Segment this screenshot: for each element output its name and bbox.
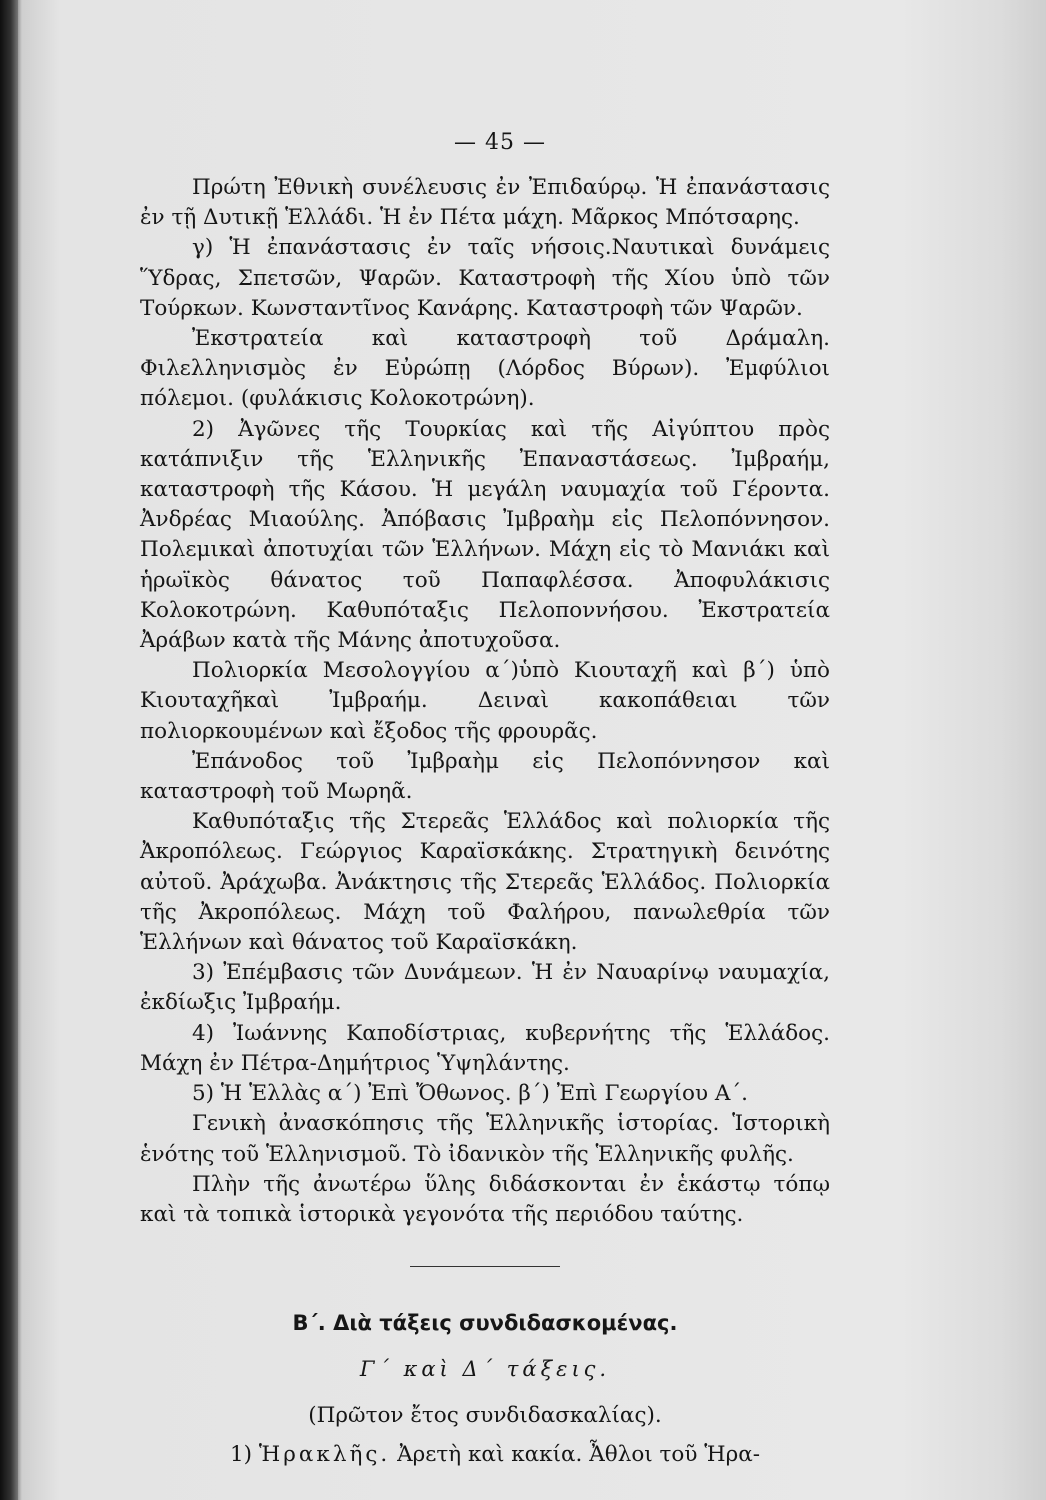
paragraph: 2) Ἀγῶνες τῆς Τουρκίας καὶ τῆς Αἰγύπτου πρὸς κατάπνιξιν τῆς Ἑλληνικῆς Ἐπαναστάσεως. Ἰμβραήμ, καταστροφὴ τῆς Κάσου. Ἡ μεγάλη ναυμαχία τοῦ Γέροντα. Ἀνδρέας Μιαούλης. Ἀπόβασις Ἰμβραὴμ εἰς Πελοπόννησον. Πολεμικαὶ ἀποτυχίαι τῶν Ἑλλήνων. Μάχη εἰς τὸ Μανιάκι καὶ ἡρωϊκὸς θάνατος τοῦ Παπαφλέσσα. Ἀποφυλάκισις Κολοκοτρώνη. Καθυπόταξις Πελοποννήσου. Ἐκστρατεία Ἀράβων κατὰ τῆς Μάνης ἀποτυχοῦσα. [140, 416, 830, 654]
paragraph: γ) Ἡ ἐπανάστασις ἐν ταῖς νήσοις.Ναυτικαὶ δυνάμεις Ὕδρας, Σπετσῶν, Ψαρῶν. Καταστροφὴ τῆς Χίου ὑπὸ τῶν Τούρκων. Κωνσταντῖνος Κανάρης. Καταστροφὴ τῶν Ψαρῶν. [140, 235, 830, 321]
body-text [140, 173, 830, 1230]
section-divider [410, 1266, 560, 1267]
section-year-note: (Πρῶτον ἔτος συνδιδασκαλίας). [308, 1403, 662, 1429]
paragraph: Πλὴν τῆς ἀνωτέρω ὕλης διδάσκονται ἐν ἑκάστῳ τόπῳ καὶ τὰ τοπικὰ ἱστορικὰ γεγονότα τῆς περιόδου ταύτης. [140, 1171, 830, 1227]
page-content [140, 130, 830, 1470]
section-heading: Β΄. Διὰ τάξεις συνδιδασκομένας. [292, 1311, 678, 1336]
line-number: 1) [230, 1442, 253, 1468]
section-first-line [140, 1440, 830, 1470]
paragraph: Καθυπόταξις τῆς Στερεᾶς Ἑλλάδος καὶ πολιορκία τῆς Ἀκροπόλεως. Γεώργιος Καραϊσκάκης. Στρατηγικὴ δεινότης αὐτοῦ. Ἀράχωβα. Ἀνάκτησις τῆς Στερεᾶς Ἑλλάδος. Πολιορκία τῆς Ἀκροπόλεως. Μάχη τοῦ Φαλήρου, πανωλεθρία τῶν Ἑλλήνων καὶ θάνατος τοῦ Καραϊσκάκη. [140, 809, 830, 956]
paragraph: 3) Ἐπέμβασις τῶν Δυνάμεων. Ἡ ἐν Ναυαρίνῳ ναυμαχία, ἐκδίωξις Ἰμβραήμ. [140, 960, 830, 1016]
paragraph: Πρώτη Ἐθνικὴ συνέλευσις ἐν Ἐπιδαύρῳ. Ἡ ἐπανάστασις ἐν τῇ Δυτικῇ Ἑλλάδι. Ἡ ἐν Πέτα μάχη. Μᾶρκος Μπότσαρης. [140, 175, 830, 231]
paragraph: Πολιορκία Μεσολογγίου α΄)ὑπὸ Κιουταχῆ καὶ β΄) ὑπὸ Κιουταχῆκαὶ Ἰμβραήμ. Δειναὶ κακοπάθειαι τῶν πολιορκουμένων καὶ ἔξοδος τῆς φρουρᾶς. [140, 658, 830, 744]
section-subheading: Γ΄ καὶ Δ΄ τάξεις. [359, 1357, 611, 1382]
line-rest: Ἀρετὴ καὶ κακία. Ἆθλοι τοῦ Ἡρα- [397, 1442, 761, 1468]
paragraph: 4) Ἰωάννης Καποδίστριας, κυβερνήτης τῆς Ἑλλάδος. Μάχη ἐν Πέτρα-Δημήτριος Ὑψηλάντης. [140, 1020, 830, 1076]
page-number: — 45 — [454, 130, 546, 155]
paragraph: 5) Ἡ Ἑλλὰς α΄) Ἐπὶ Ὄθωνος. β΄) Ἐπὶ Γεωργίου Α΄. [192, 1081, 748, 1107]
paragraph: Ἐκστρατεία καὶ καταστροφὴ τοῦ Δράμαλη. Φιλελληνισμὸς ἐν Εὐρώπῃ (Λόρδος Βύρων). Ἐμφύλιοι πόλεμοι. (φυλάκισις Κολοκοτρώνη). [140, 326, 830, 412]
line-name: Ἡρακλῆς. [258, 1442, 391, 1468]
paragraph: Ἐπάνοδος τοῦ Ἰμβραὴμ εἰς Πελοπόννησον καὶ καταστροφὴ τοῦ Μωρηᾶ. [140, 748, 830, 805]
book-binding-edge [0, 0, 18, 1500]
paragraph: Γενικὴ ἀνασκόπησις τῆς Ἑλληνικῆς ἱστορίας. Ἱστορικὴ ἑνότης τοῦ Ἑλληνισμοῦ. Τὸ ἰδανικὸν τῆς Ἑλληνικῆς φυλῆς. [140, 1111, 830, 1167]
